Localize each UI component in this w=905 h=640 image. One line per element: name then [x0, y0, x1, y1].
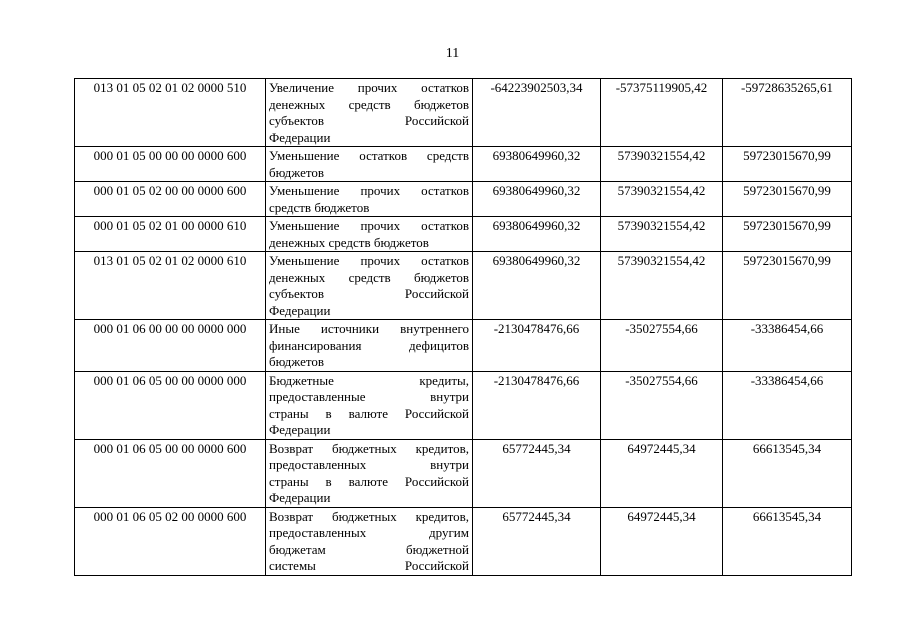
table-row — [75, 439, 852, 507]
amount-cell-v3: 59723015670,99 — [723, 217, 852, 252]
amount-cell-v3: -33386454,66 — [723, 320, 852, 372]
table-body — [75, 79, 852, 576]
table-row — [75, 507, 852, 575]
item-name-line: бюджетам бюджетной — [269, 541, 469, 557]
item-name-line: страны в валюте Российской — [269, 405, 469, 421]
amount-cell-v2: 57390321554,42 — [601, 182, 723, 217]
item-name-line: Федерации — [269, 129, 331, 145]
item-name-line: бюджетов — [269, 164, 325, 180]
item-name-line: страны в валюте Российской — [269, 473, 469, 489]
budget-code-cell: 000 01 05 02 01 00 0000 610 — [75, 217, 266, 252]
item-name-cell — [266, 147, 473, 182]
amount-cell-v1: 69380649960,32 — [473, 217, 601, 252]
item-name-line: Федерации — [269, 422, 331, 437]
amount-cell-v3: -33386454,66 — [723, 371, 852, 439]
amount-cell-v2: 64972445,34 — [601, 439, 723, 507]
item-name-line: денежных средств бюджетов — [269, 269, 469, 285]
item-name-cell — [266, 371, 473, 439]
table-row — [75, 182, 852, 217]
table-row — [75, 147, 852, 182]
amount-cell-v3: -59728635265,61 — [723, 79, 852, 147]
item-name-line: средств бюджетов — [269, 199, 370, 215]
item-name-line: Возврат бюджетных кредитов, — [269, 440, 469, 456]
item-name-cell — [266, 507, 473, 575]
item-name-line: Возврат бюджетных кредитов, — [269, 508, 469, 524]
amount-cell-v2: -35027554,66 — [601, 320, 723, 372]
amount-cell-v3: 66613545,34 — [723, 439, 852, 507]
item-name-line: денежных средств бюджетов — [269, 234, 429, 250]
amount-cell-v2: 57390321554,42 — [601, 252, 723, 320]
item-name-line: Уменьшение прочих остатков — [269, 218, 469, 233]
budget-code-cell: 000 01 05 00 00 00 0000 600 — [75, 147, 266, 182]
item-name-line: Иные источники внутреннего — [269, 321, 469, 336]
amount-cell-v2: 57390321554,42 — [601, 217, 723, 252]
amount-cell-v1: 65772445,34 — [473, 439, 601, 507]
item-name-line: финансирования дефицитов — [269, 337, 469, 353]
item-name-line: предоставленных другим — [269, 525, 469, 540]
amount-cell-v1: 69380649960,32 — [473, 147, 601, 182]
budget-code-cell: 000 01 06 05 00 00 0000 600 — [75, 439, 266, 507]
item-name-line: Уменьшение прочих остатков — [269, 183, 469, 198]
budget-sources-table — [74, 78, 852, 576]
item-name-line: субъектов Российской — [269, 113, 469, 128]
budget-code-cell: 000 01 06 05 02 00 0000 600 — [75, 507, 266, 575]
budget-code-cell: 013 01 05 02 01 02 0000 510 — [75, 79, 266, 147]
amount-cell-v2: 64972445,34 — [601, 507, 723, 575]
amount-cell-v2: -35027554,66 — [601, 371, 723, 439]
amount-cell-v1: 69380649960,32 — [473, 182, 601, 217]
amount-cell-v2: -57375119905,42 — [601, 79, 723, 147]
item-name-cell — [266, 217, 473, 252]
amount-cell-v1: 69380649960,32 — [473, 252, 601, 320]
item-name-line: Федерации — [269, 490, 331, 505]
item-name-cell — [266, 182, 473, 217]
amount-cell-v3: 59723015670,99 — [723, 182, 852, 217]
item-name-line: предоставленные внутри — [269, 389, 469, 404]
item-name-line: Бюджетные кредиты, — [269, 372, 469, 388]
item-name-line: субъектов Российской — [269, 286, 469, 301]
item-name-line: бюджетов — [269, 354, 325, 369]
amount-cell-v3: 59723015670,99 — [723, 252, 852, 320]
item-name-line: системы Российской — [269, 558, 469, 573]
item-name-cell — [266, 320, 473, 372]
table-row — [75, 217, 852, 252]
amount-cell-v3: 59723015670,99 — [723, 147, 852, 182]
item-name-line: денежных средств бюджетов — [269, 96, 469, 112]
item-name-cell — [266, 79, 473, 147]
item-name-line: Уменьшение прочих остатков — [269, 253, 469, 268]
budget-code-cell: 013 01 05 02 01 02 0000 610 — [75, 252, 266, 320]
table-row — [75, 371, 852, 439]
budget-code-cell: 000 01 05 02 00 00 0000 600 — [75, 182, 266, 217]
item-name-line: предоставленных внутри — [269, 457, 469, 472]
table-row — [75, 79, 852, 147]
item-name-line: Уменьшение остатков средств — [269, 148, 469, 163]
item-name-line: Федерации — [269, 302, 331, 318]
amount-cell-v1: -2130478476,66 — [473, 371, 601, 439]
table-row — [75, 320, 852, 372]
table-row — [75, 252, 852, 320]
amount-cell-v1: -64223902503,34 — [473, 79, 601, 147]
budget-code-cell: 000 01 06 05 00 00 0000 000 — [75, 371, 266, 439]
item-name-cell — [266, 252, 473, 320]
item-name-cell — [266, 439, 473, 507]
amount-cell-v1: 65772445,34 — [473, 507, 601, 575]
item-name-line: Увеличение прочих остатков — [269, 80, 469, 95]
page-number: 11 — [445, 46, 460, 61]
amount-cell-v2: 57390321554,42 — [601, 147, 723, 182]
amount-cell-v1: -2130478476,66 — [473, 320, 601, 372]
amount-cell-v3: 66613545,34 — [723, 507, 852, 575]
budget-code-cell: 000 01 06 00 00 00 0000 000 — [75, 320, 266, 372]
